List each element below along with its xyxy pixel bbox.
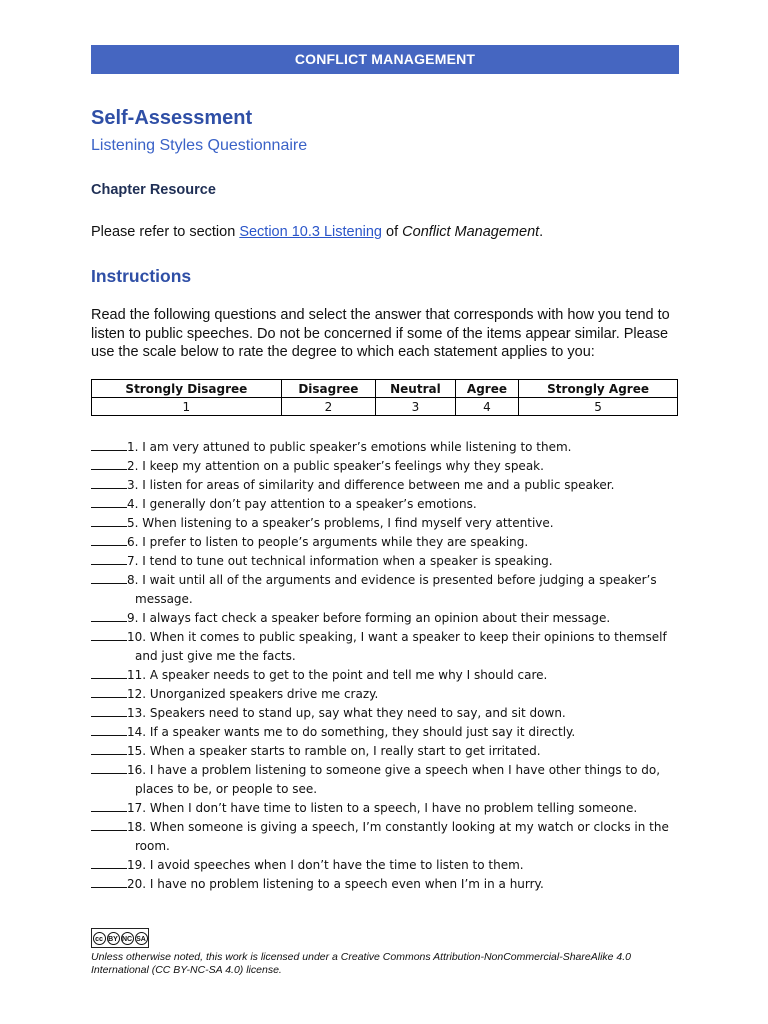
item-text: 11. A speaker needs to get to the point and tell me why I should care. <box>127 668 548 682</box>
answer-blank[interactable] <box>91 723 127 736</box>
answer-blank[interactable] <box>91 856 127 869</box>
item-text: 19. I avoid speeches when I don’t have the time to listen to them. <box>127 858 524 872</box>
item-text: 7. I tend to tune out technical information when a speaker is speaking. <box>127 554 553 568</box>
list-item <box>91 818 691 856</box>
list-item <box>91 533 691 552</box>
scale-label: Agree <box>455 380 518 398</box>
list-item <box>91 609 691 628</box>
list-item <box>91 666 691 685</box>
item-text: 5. When listening to a speaker’s problems, I find myself very attentive. <box>127 516 554 530</box>
answer-blank[interactable] <box>91 704 127 717</box>
item-text: 9. I always fact check a speaker before forming an opinion about their message. <box>127 611 611 625</box>
answer-blank[interactable] <box>91 818 127 831</box>
section-link[interactable]: Section 10.3 Listening <box>239 224 382 240</box>
scale-values-row <box>92 398 678 416</box>
cc-icon: cc <box>93 932 106 945</box>
list-item <box>91 856 691 875</box>
list-item <box>91 495 691 514</box>
list-item <box>91 628 691 666</box>
list-item <box>91 723 691 742</box>
item-text: 4. I generally don’t pay attention to a speaker’s emotions. <box>127 497 477 511</box>
instructions-text: Read the following questions and select the answer that corresponds with how you tend to listen to public speeches. Do not be concerned if some of the items appear similar. Please use the scale below to rate the degree to which each statement applies to you: <box>91 307 670 360</box>
section-reference <box>91 224 543 240</box>
answer-blank[interactable] <box>91 799 127 812</box>
item-continuation: places to be, or people to see. <box>135 782 318 796</box>
list-item <box>91 552 691 571</box>
scale-value: 5 <box>519 398 678 416</box>
creative-commons-badge <box>91 928 149 948</box>
scale-value: 3 <box>376 398 456 416</box>
answer-blank[interactable] <box>91 628 127 641</box>
refer-prefix: Please refer to section <box>91 224 240 240</box>
nc-icon: NC <box>121 932 134 945</box>
answer-blank[interactable] <box>91 495 127 508</box>
by-icon: BY <box>107 932 120 945</box>
list-item <box>91 685 691 704</box>
item-text: 17. When I don’t have time to listen to a speech, I have no problem telling someone. <box>127 801 638 815</box>
scale-label: Strongly Agree <box>519 380 678 398</box>
questionnaire-items <box>91 438 691 894</box>
list-item <box>91 875 691 894</box>
instructions-heading: Instructions <box>91 266 192 286</box>
item-text: 12. Unorganized speakers drive me crazy. <box>127 687 379 701</box>
answer-blank[interactable] <box>91 514 127 527</box>
answer-blank[interactable] <box>91 666 127 679</box>
item-text: 6. I prefer to listen to people’s arguments while they are speaking. <box>127 535 529 549</box>
answer-blank[interactable] <box>91 552 127 565</box>
list-item <box>91 571 691 609</box>
list-item <box>91 704 691 723</box>
item-text: 3. I listen for areas of similarity and difference between me and a public speaker. <box>127 478 615 492</box>
item-text: 14. If a speaker wants me to do something, they should just say it directly. <box>127 725 576 739</box>
sa-icon: SA <box>135 932 148 945</box>
page-subtitle: Listening Styles Questionnaire <box>91 137 308 154</box>
answer-blank[interactable] <box>91 533 127 546</box>
book-title: Conflict Management <box>402 224 540 240</box>
list-item <box>91 799 691 818</box>
list-item <box>91 514 691 533</box>
item-text: 10. When it comes to public speaking, I want a speaker to keep their opinions to themself <box>127 630 667 644</box>
list-item <box>91 457 691 476</box>
answer-blank[interactable] <box>91 457 127 470</box>
answer-blank[interactable] <box>91 875 127 888</box>
item-continuation: message. <box>135 592 193 606</box>
list-item <box>91 761 691 799</box>
item-text: 15. When a speaker starts to ramble on, I really start to get irritated. <box>127 744 541 758</box>
scale-label: Strongly Disagree <box>92 380 282 398</box>
scale-label: Neutral <box>376 380 456 398</box>
item-text: 20. I have no problem listening to a speech even when I’m in a hurry. <box>127 877 544 891</box>
item-text: 2. I keep my attention on a public speaker’s feelings why they speak. <box>127 459 544 473</box>
refer-middle: of <box>382 224 403 240</box>
item-continuation: and just give me the facts. <box>135 649 296 663</box>
chapter-resource-heading: Chapter Resource <box>91 182 216 198</box>
answer-blank[interactable] <box>91 685 127 698</box>
list-item <box>91 438 691 457</box>
refer-suffix: . <box>539 224 544 240</box>
item-continuation: room. <box>135 839 170 853</box>
scale-value: 2 <box>281 398 375 416</box>
item-text: 18. When someone is giving a speech, I’m constantly looking at my watch or clocks in the <box>127 820 669 834</box>
license-notice: Unless otherwise noted, this work is licensed under a Creative Commons Attribution-NonCommercial-ShareAlike 4.0 International (CC BY-NC-SA 4.0) license. <box>91 951 632 976</box>
item-text: 1. I am very attuned to public speaker’s emotions while listening to them. <box>127 440 572 454</box>
page-title: Self-Assessment <box>91 107 253 129</box>
answer-blank[interactable] <box>91 742 127 755</box>
list-item <box>91 742 691 761</box>
document-banner: CONFLICT MANAGEMENT <box>91 45 679 74</box>
item-text: 16. I have a problem listening to someone give a speech when I have other things to do, <box>127 763 661 777</box>
item-text: 13. Speakers need to stand up, say what they need to say, and sit down. <box>127 706 566 720</box>
answer-blank[interactable] <box>91 571 127 584</box>
item-text: 8. I wait until all of the arguments and evidence is presented before judging a speaker’s <box>127 573 657 587</box>
scale-labels-row <box>92 380 678 398</box>
scale-label: Disagree <box>281 380 375 398</box>
answer-blank[interactable] <box>91 438 127 451</box>
answer-blank[interactable] <box>91 476 127 489</box>
scale-value: 4 <box>455 398 518 416</box>
answer-blank[interactable] <box>91 761 127 774</box>
rating-scale-table <box>91 379 678 416</box>
list-item <box>91 476 691 495</box>
answer-blank[interactable] <box>91 609 127 622</box>
scale-value: 1 <box>92 398 282 416</box>
